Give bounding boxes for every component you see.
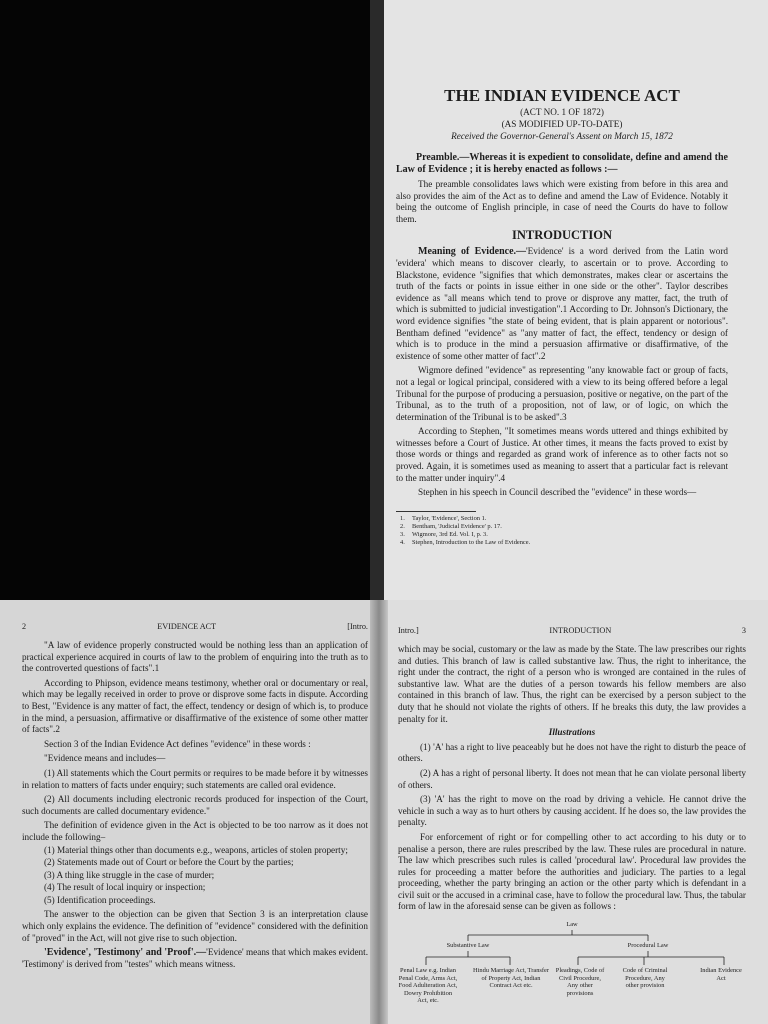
tree-leaf: Indian Evidence Act: [700, 967, 742, 982]
section-ref: Intro.]: [398, 626, 419, 635]
section-ref: [Intro.: [347, 622, 368, 631]
list-item: (4) The result of local inquiry or inspection;: [44, 882, 206, 893]
introduction-heading: INTRODUCTION: [511, 228, 612, 243]
book-gutter: [370, 600, 388, 1024]
objection-paragraph: The definition of evidence given in the Act is objected to be too narrow as it does not include the following–: [22, 820, 368, 842]
tree-leaf: Code of Criminal Procedure, Any other provision: [622, 967, 668, 990]
footnote-rule: [396, 511, 476, 512]
meaning-text: 'Evidence' is a word derived from the Latin word 'evidera' which means to discover clearly, to ascertain or to prove. According to Blackstone, evidence "signifies that which demonstrates, makes clear or ascertains the truth of the facts or points in issue either in one side or the other". Taylor describes evidence as "all means which tend to prove or disprove any matter, fact, the truth of which is submitted to judicial investigation".1 According to Dr. Johnson's Dictionary, the word evidence signifies "the state of being evident, that is plain apparent or notorious". Bentham defined "evidence" as "any matter of fact, the effect, tendency or design of which is to produce in the mind a persuasion affirmative or disaffirmative, of the existence of some other matter of fact".2: [396, 246, 728, 361]
list-item: (3) A thing like struggle in the case of murder;: [44, 869, 215, 880]
list-item: (1) Material things other than documents e.g., weapons, articles of stolen property;: [44, 844, 348, 855]
page-number: 3: [741, 626, 746, 635]
law-tree-diagram: [398, 921, 746, 1021]
illustration-3: (3) 'A' has the right to move on the road by driving a vehicle. He cannot drive the vehicle in such a way as to hurt others by causing accident. If he does so, the law provides the penalty.: [398, 794, 746, 828]
list-item: (5) Identification proceedings.: [44, 894, 156, 905]
running-header: [398, 626, 746, 636]
etp-text: 'Evidence' means that which makes evident. 'Testimony' is derived from "testes" which means witness.: [22, 947, 368, 969]
page-number: 2: [22, 622, 27, 631]
tree-leaf: Pleadings, Code of Civil Procedure, Any other provisions: [555, 967, 605, 997]
tree-substantive-law: Substantive Law: [446, 942, 490, 950]
documentary-evidence-paragraph: (2) All documents including electronic records produced for inspection of the Court, such documents are called documentary evidence.": [22, 794, 368, 816]
dark-background-left: [0, 0, 378, 600]
substantive-law-paragraph: which may be social, customary or the law as made by the State. The law prescribes our rights and duties. This branch of law is called substantive law. Thus, the right to inheritance, the right under the contract, the right of a person who is wronged are contained in the rules of substantive law. What are the duties of a person towards his fellow members are also contained in this branch of law. Thus, the right can be exercised by a person subject to the duty that he should not violate the rights of others. If he breaks this duty, the law provides a penalty for it.: [398, 644, 746, 724]
tree-leaf: Penal Law e.g. Indian Penal Code, Arms Act, Food Adulteration Act, Dowry Prohibition Act, etc.: [398, 967, 458, 1005]
evidence-means-paragraph: "Evidence means and includes—: [44, 753, 166, 764]
preamble: Preamble.—Whereas it is expedient to consolidate, define and amend the Law of Evidence ; it is hereby enacted as follows :—: [396, 152, 728, 175]
footnote: 1. Taylor, 'Evidence', Section 1.: [400, 514, 487, 522]
list-item: (2) Statements made out of Court or before the Court by the parties;: [44, 857, 294, 868]
footnote: 4. Stephen, Introduction to the Law of Evidence.: [400, 539, 531, 547]
answer-paragraph: The answer to the objection can be given that Section 3 is an interpretation clause which only explains the evidence. The definition of "evidence" considered with the definition of "proved" in the Act, will not give rise to such objection.: [22, 909, 368, 943]
running-head-title: EVIDENCE ACT: [157, 622, 217, 631]
tree-leaf: Hindu Marriage Act, Transfer of Property Act, Indian Contract Act etc.: [473, 967, 549, 990]
quote-paragraph: "A law of evidence properly constructed would be nothing less than an application of practical experience acquired in courts of law to the problem of enquiring into the truth as to the controverted questions of facts".1: [22, 640, 368, 674]
footnote: 3. Wigmore, 3rd Ed. Vol. I, p. 3.: [400, 531, 488, 539]
evidence-testimony-proof-paragraph: [22, 947, 368, 970]
tree-procedural-law: Procedural Law: [627, 942, 669, 950]
preamble-note: The preamble consolidates laws which were existing from before in this area and also provides the aim of the Act as to define and amend the Law of Evidence. Notably it being the outcome of English principle, in case of need the Courts do have to follow them.: [396, 179, 728, 224]
wigmore-paragraph: Wigmore defined "evidence" as representing "any knowable fact or group of facts, not a legal or logical principal, considered with a view to its being offered before a legal Tribunal for the purpose of producing a persuasion, positive or negative, on the part of the Tribunal, as to the truth of a proposition, not of law, or of logic, on which the determination of the Tribunal is to be asked".3: [396, 365, 728, 422]
assent-date: Received the Governor-General's Assent on March 15, 1872: [451, 131, 673, 141]
running-head-title: INTRODUCTION: [549, 626, 612, 635]
oral-evidence-paragraph: (1) All statements which the Court permits or requires to be made before it by witnesses in relation to matters of facts under enquiry; such statements are called oral evidence.: [22, 767, 368, 790]
meaning-of-evidence-paragraph: [396, 246, 728, 362]
stephen-paragraph: According to Stephen, "It sometimes means words uttered and things exhibited by witnesses before a Court of Justice. At other times, it means the facts proved to exist by those words or things and regarded as grand work of inference as to other facts not so proved. Again, it is sometimes used as meaning to assert that a particular fact is relevant to the matter under inquiry".4: [396, 426, 728, 483]
page-2: [22, 622, 368, 970]
phipson-paragraph: According to Phipson, evidence means testimony, whether oral or documentary or real, which may be legally received in order to prove or disprove some facts in dispute. According to Best, "Evidence is any matter of fact, the effect, tendency or design of which is, to produce in the mind, a persuasion, affirmative or disaffirmative of the existence of some other matter of facts".2: [22, 677, 368, 735]
act-modified-note: (AS MODIFIED UP-TO-DATE): [501, 119, 623, 129]
section-3-paragraph: Section 3 of the Indian Evidence Act defines "evidence" in these words :: [44, 738, 311, 749]
running-header: [22, 622, 368, 632]
illustration-2: (2) A has a right of personal liberty. It does not mean that he can violate personal liberty of others.: [398, 767, 746, 790]
book-spine: [370, 0, 384, 600]
act-number: (ACT NO. 1 OF 1872): [520, 107, 604, 117]
procedural-law-paragraph: For enforcement of right or for compelling other to act according to his duty or to penalise a person, there are rules prescribed by the law. These rules are procedural in nature. The law which prescribes such rules is called 'procedural law'. Procedural law provides the rules for proceeding a matter before the authorities and judiciary. The parties to a legal proceeding, whether the party bringing an action or the other party which is defendant in a civil suit or the accused in a criminal case, have to follow the procedural law. Thus, the tabular form of law in the aforesaid sense can be given as follows :: [398, 831, 746, 912]
meaning-heading: Meaning of Evidence.—: [418, 246, 527, 258]
tree-root-law: Law: [566, 921, 578, 929]
page-3: [398, 626, 746, 1021]
illustrations-heading: Illustrations: [548, 727, 596, 738]
stephen-speech-paragraph: Stephen in his speech in Council described the "evidence" in these words—: [418, 487, 697, 498]
footnote: 2. Bentham, 'Judicial Evidence' p. 17.: [400, 523, 502, 531]
etp-heading: 'Evidence', 'Testimony' and 'Proof'.—: [44, 947, 207, 959]
illustration-1: (1) 'A' has a right to live peaceably but he does not have the right to disturb the peace of others.: [398, 741, 746, 764]
act-title: THE INDIAN EVIDENCE ACT: [444, 86, 680, 105]
page-1: [396, 86, 728, 548]
